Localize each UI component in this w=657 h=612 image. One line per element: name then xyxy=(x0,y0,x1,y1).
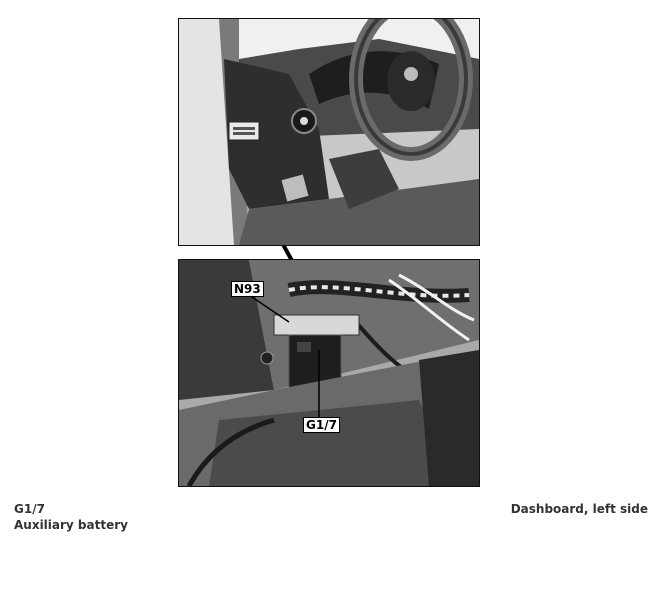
dashboard-overview-photo xyxy=(178,18,480,246)
legend-code: G1/7 xyxy=(14,502,45,516)
legend-description: Auxiliary battery xyxy=(14,518,128,532)
under-dashboard-closeup-photo xyxy=(178,259,480,487)
callout-n93: N93 xyxy=(231,281,264,297)
callout-g1-7: G1/7 xyxy=(303,417,340,433)
location-label: Dashboard, left side xyxy=(510,502,648,516)
